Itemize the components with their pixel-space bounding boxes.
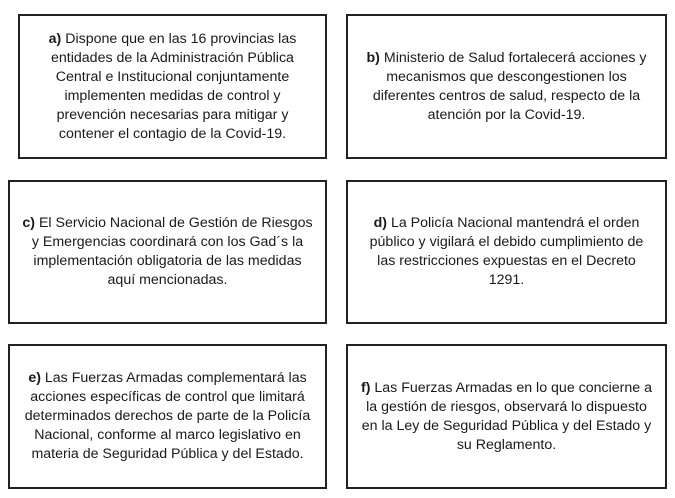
measure-card-e	[8, 344, 327, 489]
measure-body-f: Las Fuerzas Armadas en lo que concierne a la gestión de riesgos, observará lo dispuesto en la Ley de Seguridad Pública y del Estado y su Reglamento.	[361, 379, 652, 453]
measure-letter-d: d)	[373, 215, 387, 231]
measure-letter-f: f)	[360, 379, 371, 396]
measure-text-a	[32, 30, 313, 144]
measure-body-c: El Servicio Nacional de Gestión de Riesgos y Emergencias coordinará con los Gad´s la implementación obligatoria de las medidas aquí mencionadas.	[31, 215, 313, 288]
measure-letter-c: c)	[22, 215, 35, 231]
measure-text-f	[360, 379, 653, 455]
measure-letter-e: e)	[28, 370, 41, 386]
measure-text-c	[22, 214, 313, 290]
measure-text-d	[360, 214, 653, 290]
measure-card-c	[8, 180, 327, 324]
measure-card-a	[18, 14, 327, 159]
measure-body-d: La Policía Nacional mantendrá el orden público y vigilará el debido cumplimiento de las restricciones expuestas en el Decreto 1291.	[369, 215, 644, 288]
measure-card-b	[346, 14, 667, 159]
measure-text-b	[360, 49, 653, 125]
measure-body-b: Ministerio de Salud fortalecerá acciones y mecanismos que descongestionen los diferentes centros de salud, respecto de la atención por la Covid-19.	[372, 49, 647, 123]
measure-letter-a: a)	[48, 30, 62, 47]
measure-body-a: Dispone que en las 16 provincias las entidades de la Administración Pública Central e Institucional conjuntamente implementen medidas de control y prevención necesarias para mitigar y contener el contagio de la Covid-19.	[51, 30, 297, 142]
measure-letter-b: b)	[366, 49, 380, 66]
measure-card-d	[346, 180, 667, 324]
measure-text-e	[22, 369, 313, 464]
measure-body-e: Las Fuerzas Armadas complementará las acciones específicas de control que limitará determinados derechos de parte de la Policía Nacional, conforme al marco legislativo en materia de Seguridad Pública y del Estado.	[24, 370, 311, 462]
measure-card-f	[346, 344, 667, 489]
